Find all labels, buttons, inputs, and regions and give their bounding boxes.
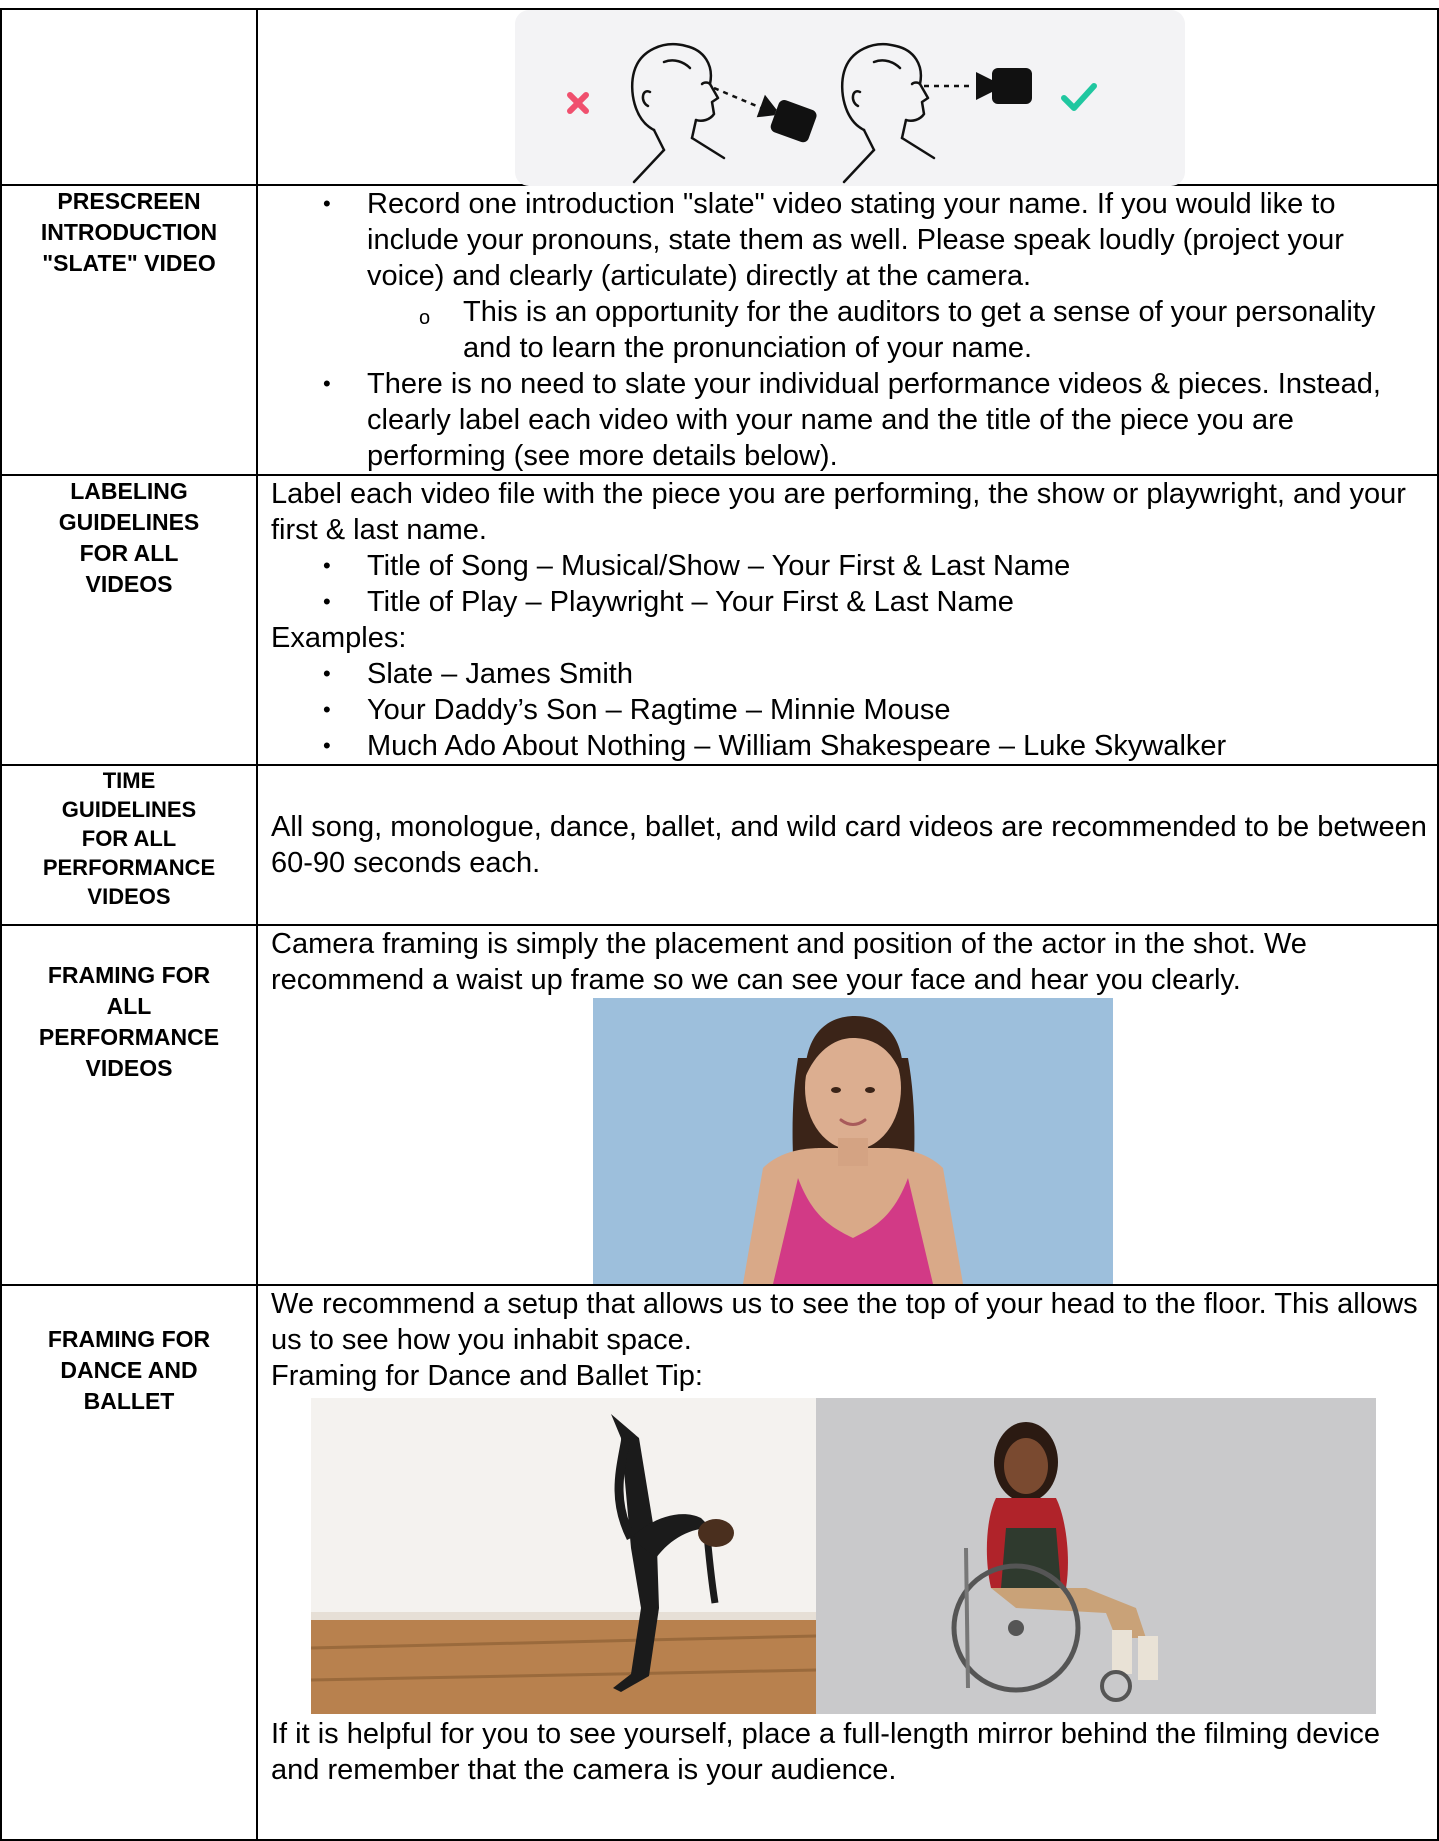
table-row bbox=[1, 475, 1438, 765]
table-row bbox=[1, 925, 1438, 1285]
row-label-labeling: LABELING GUIDELINES FOR ALL VIDEOS bbox=[1, 475, 257, 765]
table-row bbox=[1, 9, 1438, 185]
labeling-intro: Label each video file with the piece you are performing, the show or playwright, and your first & last name. bbox=[271, 478, 1406, 546]
guidelines-table bbox=[0, 8, 1439, 1841]
waist-up-figure bbox=[593, 998, 1113, 1284]
framing-all-content bbox=[257, 925, 1438, 1285]
slate-content bbox=[257, 185, 1438, 475]
eye-line-illustration bbox=[514, 10, 1186, 186]
list-item: • Record one introduction "slate" video stating your name. If you would like to include your pronouns, state them as well. Please speak loudly (project your voice) and clearly (articulate) directly at the camera. o This is an opportunity for the auditors to get a sense of your personality and to learn the pronunciation of your name. bbox=[271, 186, 1427, 366]
list-item: • Title of Play – Playwright – Your First & Last Name bbox=[271, 584, 1427, 620]
row-label-framing-dance: FRAMING FOR DANCE AND BALLET bbox=[1, 1285, 257, 1840]
table-row bbox=[1, 185, 1438, 475]
framing-all-text: Camera framing is simply the placement and position of the actor in the shot. We recommend a waist up frame so we can see your face and hear you clearly. bbox=[271, 928, 1307, 996]
labeling-formats bbox=[271, 548, 1427, 620]
slate-sub-bullets bbox=[367, 294, 1427, 366]
slate-bullets bbox=[271, 186, 1427, 474]
illustration-cell bbox=[257, 9, 1438, 185]
list-item: • Title of Song – Musical/Show – Your First & Last Name bbox=[271, 548, 1427, 584]
wheelchair-photo bbox=[816, 1398, 1376, 1714]
framing-dance-content bbox=[257, 1285, 1438, 1840]
table-row bbox=[1, 1285, 1438, 1840]
row-label-framing-all: FRAMING FOR ALL PERFORMANCE VIDEOS bbox=[1, 925, 257, 1285]
list-item: • Your Daddy’s Son – Ragtime – Minnie Mouse bbox=[271, 692, 1427, 728]
time-text: All song, monologue, dance, ballet, and wild card videos are recommended to be between 60-90 seconds each. bbox=[271, 811, 1427, 879]
table-row bbox=[1, 765, 1438, 925]
row-label-slate: PRESCREEN INTRODUCTION "SLATE" VIDEO bbox=[1, 185, 257, 475]
labeling-examples bbox=[271, 656, 1427, 764]
dancer-figure bbox=[311, 1398, 816, 1714]
time-content bbox=[257, 765, 1438, 925]
list-item: • Slate – James Smith bbox=[271, 656, 1427, 692]
list-item: • Much Ado About Nothing – William Shakespeare – Luke Skywalker bbox=[271, 728, 1427, 764]
framing-dance-tip: Framing for Dance and Ballet Tip: bbox=[271, 1360, 703, 1392]
list-item: • There is no need to slate your individual performance videos & pieces. Instead, clearly label each video with your name and the title of the piece you are performing (see more details below). bbox=[271, 366, 1427, 474]
dancer-photo bbox=[311, 1398, 816, 1714]
framing-dance-mirror-text: If it is helpful for you to see yourself, place a full-length mirror behind the filming device and remember that the camera is your audience. bbox=[271, 1718, 1380, 1786]
row-label-empty bbox=[1, 9, 257, 185]
list-item: o This is an opportunity for the auditors to get a sense of your personality and to learn the pronunciation of your name. bbox=[367, 294, 1427, 366]
row-label-time: TIME GUIDELINES FOR ALL PERFORMANCE VIDEOS bbox=[1, 765, 257, 925]
wheelchair-figure bbox=[816, 1398, 1376, 1714]
waist-up-photo bbox=[593, 998, 1113, 1284]
examples-label: Examples: bbox=[271, 622, 407, 654]
dance-photos bbox=[311, 1398, 1427, 1714]
framing-dance-text: We recommend a setup that allows us to see the top of your head to the floor. This allows us to see how you inhabit space. bbox=[271, 1288, 1418, 1356]
labeling-content bbox=[257, 475, 1438, 765]
